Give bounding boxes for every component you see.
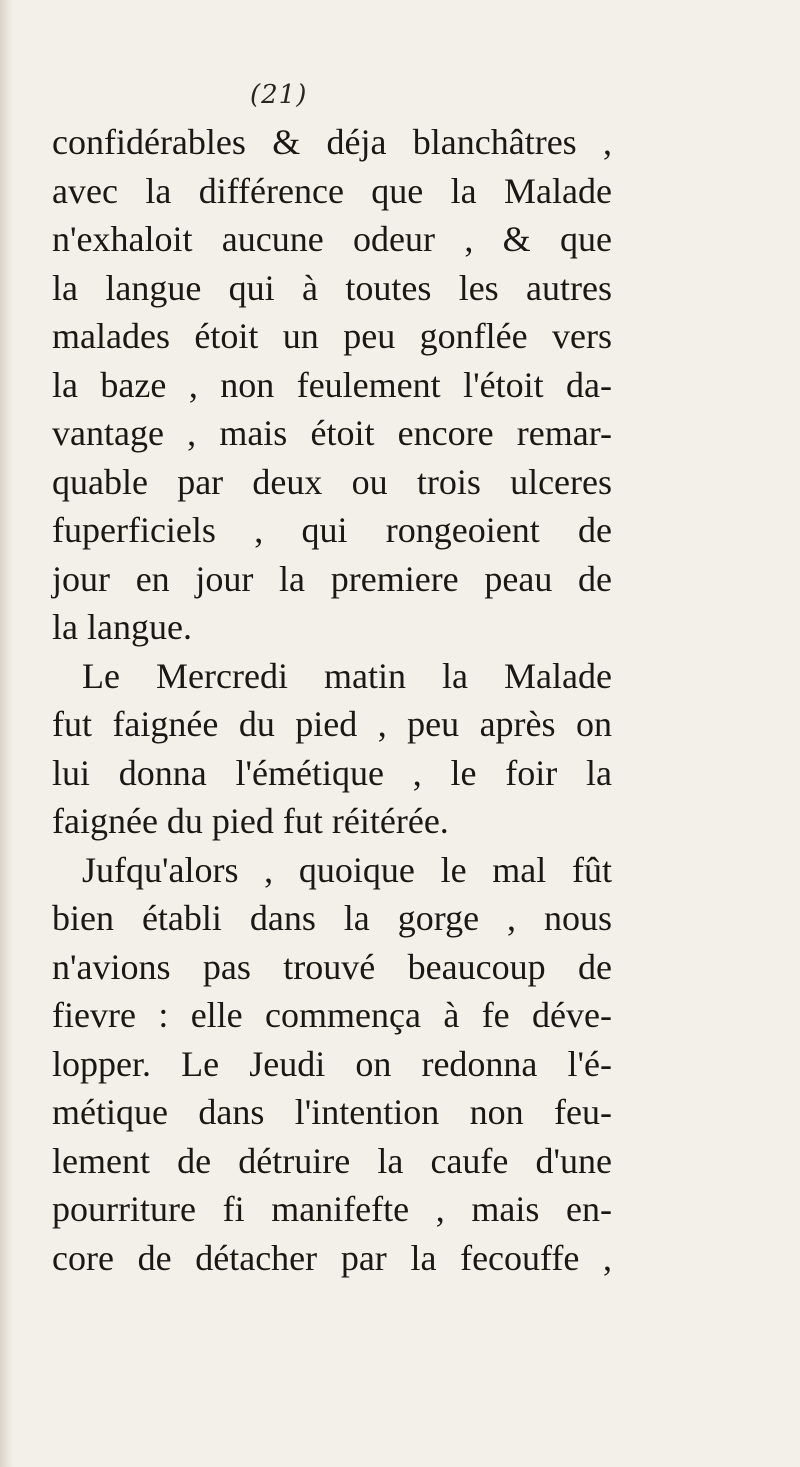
text-line: fut faignée du pied , peu après on (52, 704, 612, 744)
text-line: n'exhaloit aucune odeur , & que (52, 219, 612, 259)
text-line: bien établi dans la gorge , nous (52, 898, 612, 938)
text-line: vantage , mais étoit encore remar- (52, 413, 612, 453)
text-line: fuperficiels , qui rongeoient de (52, 510, 612, 550)
text-line: confidérables & déja blanchâtres , (52, 122, 612, 162)
text-line: jour en jour la premiere peau de (52, 558, 612, 599)
text-line: lement de détruire la caufe d'une (52, 1140, 612, 1181)
text-line: la langue. (52, 607, 192, 647)
page-number: (21) (250, 80, 308, 110)
text-line: la baze , non feulement l'étoit da- (52, 364, 612, 405)
text-line: fievre : elle commença à fe déve- (52, 995, 612, 1035)
text-line: la langue qui à toutes les autres (52, 267, 612, 308)
text-line: faignée du pied fut réitérée. (52, 801, 449, 841)
text-line: avec la différence que la Malade (52, 170, 612, 211)
text-line: métique dans l'intention non feu- (52, 1092, 612, 1132)
body-text (52, 118, 612, 1282)
text-line: pourriture fi manifefte , mais en- (52, 1189, 612, 1229)
text-line: malades étoit un peu gonflée vers (52, 316, 612, 356)
text-line: Jufqu'alors , quoique le mal fût (82, 849, 612, 890)
text-line: lui donna l'émétique , le foir la (52, 752, 612, 793)
text-line: core de détacher par la fecouffe , (52, 1237, 612, 1278)
text-line: Le Mercredi matin la Malade (82, 655, 612, 696)
text-line: lopper. Le Jeudi on redonna l'é- (52, 1043, 612, 1084)
text-line: n'avions pas trouvé beaucoup de (52, 946, 612, 987)
page-gutter-shadow (0, 0, 14, 1467)
text-line: quable par deux ou trois ulceres (52, 461, 612, 502)
